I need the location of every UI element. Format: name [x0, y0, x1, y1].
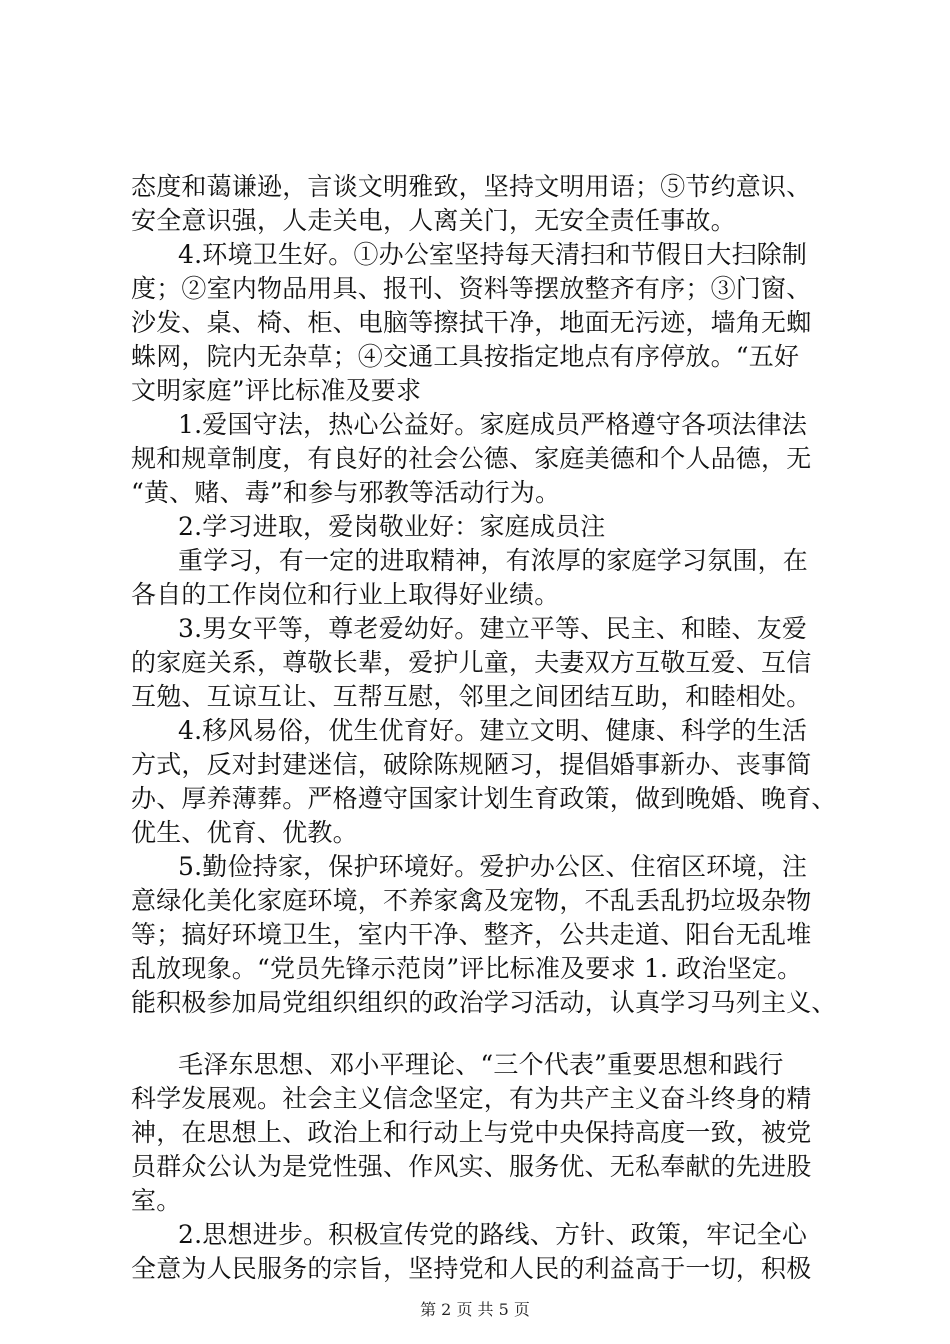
- text-line: 员群众公认为是党性强、作风实、服务优、无私奉献的先进股: [131, 1152, 812, 1181]
- text-line: 2.学习进取，爱岗敬业好：家庭成员注: [178, 512, 606, 541]
- text-line: 互勉、互谅互让、互帮互慰，邻里之间团结互助，和睦相处。: [131, 682, 812, 711]
- text-line: 等；搞好环境卫生，室内干净、整齐，公共走道、阳台无乱堆: [131, 920, 812, 949]
- text-line: 2.思想进步。积极宣传党的路线、方针、政策，牢记全心: [178, 1220, 808, 1249]
- text-line: 4.移风易俗，优生优育好。建立文明、健康、科学的生活: [178, 716, 808, 745]
- text-line: 室。: [131, 1186, 182, 1215]
- text-line: 文明家庭”评比标准及要求: [131, 376, 422, 405]
- text-line: 全意为人民服务的宗旨，坚持党和人民的利益高于一切，积极: [131, 1254, 812, 1283]
- text-line: 5.勤俭持家，保护环境好。爱护办公区、住宿区环境，注: [178, 852, 808, 881]
- text-line: 重学习，有一定的进取精神，有浓厚的家庭学习氛围，在: [178, 546, 809, 575]
- text-line: 能积极参加局党组织组织的政治学习活动，认真学习马列主义、: [131, 988, 837, 1017]
- text-line: 3.男女平等，尊老爱幼好。建立平等、民主、和睦、友爱: [178, 614, 808, 643]
- text-line: 神，在思想上、政治上和行动上与党中央保持高度一致，被党: [131, 1118, 812, 1147]
- text-line: 沙发、桌、椅、柜、电脑等擦拭干净，地面无污迹，墙角无蜘: [131, 308, 812, 337]
- text-line: 1.爱国守法，热心公益好。家庭成员严格遵守各项法律法: [178, 410, 808, 439]
- text-line: 蛛网，院内无杂草；④交通工具按指定地点有序停放。“五好: [131, 342, 800, 371]
- page-footer: 第 2 页 共 5 页: [420, 1300, 530, 1319]
- text-line: “黄、赌、毒”和参与邪教等活动行为。: [131, 478, 561, 507]
- text-line: 态度和蔼谦逊，言谈文明雅致，坚持文明用语；⑤节约意识、: [131, 172, 812, 201]
- text-line: 安全意识强，人走关电，人离关门，无安全责任事故。: [131, 206, 736, 235]
- text-line: 乱放现象。“党员先锋示范岗”评比标准及要求 1. 政治坚定。: [131, 954, 803, 983]
- text-line: 科学发展观。社会主义信念坚定，有为共产主义奋斗终身的精: [131, 1084, 812, 1113]
- text-line: 的家庭关系，尊敬长辈，爱护儿童，夫妻双方互敬互爱、互信: [131, 648, 812, 677]
- text-line: 度；②室内物品用具、报刊、资料等摆放整齐有序；③门窗、: [131, 274, 812, 303]
- text-line: 4.环境卫生好。①办公室坚持每天清扫和节假日大扫除制: [178, 240, 808, 269]
- text-line: 优生、优育、优教。: [131, 818, 358, 847]
- text-line: 意绿化美化家庭环境，不养家禽及宠物，不乱丢乱扔垃圾杂物: [131, 886, 812, 915]
- text-line: 办、厚养薄葬。严格遵守国家计划生育政策，做到晚婚、晚育、: [131, 784, 837, 813]
- text-line: 毛泽东思想、邓小平理论、“三个代表”重要思想和践行: [178, 1050, 784, 1079]
- text-line: 方式，反对封建迷信，破除陈规陋习，提倡婚事新办、丧事简: [131, 750, 812, 779]
- text-line: 各自的工作岗位和行业上取得好业绩。: [131, 580, 560, 609]
- text-line: 规和规章制度，有良好的社会公德、家庭美德和个人品德，无: [131, 444, 812, 473]
